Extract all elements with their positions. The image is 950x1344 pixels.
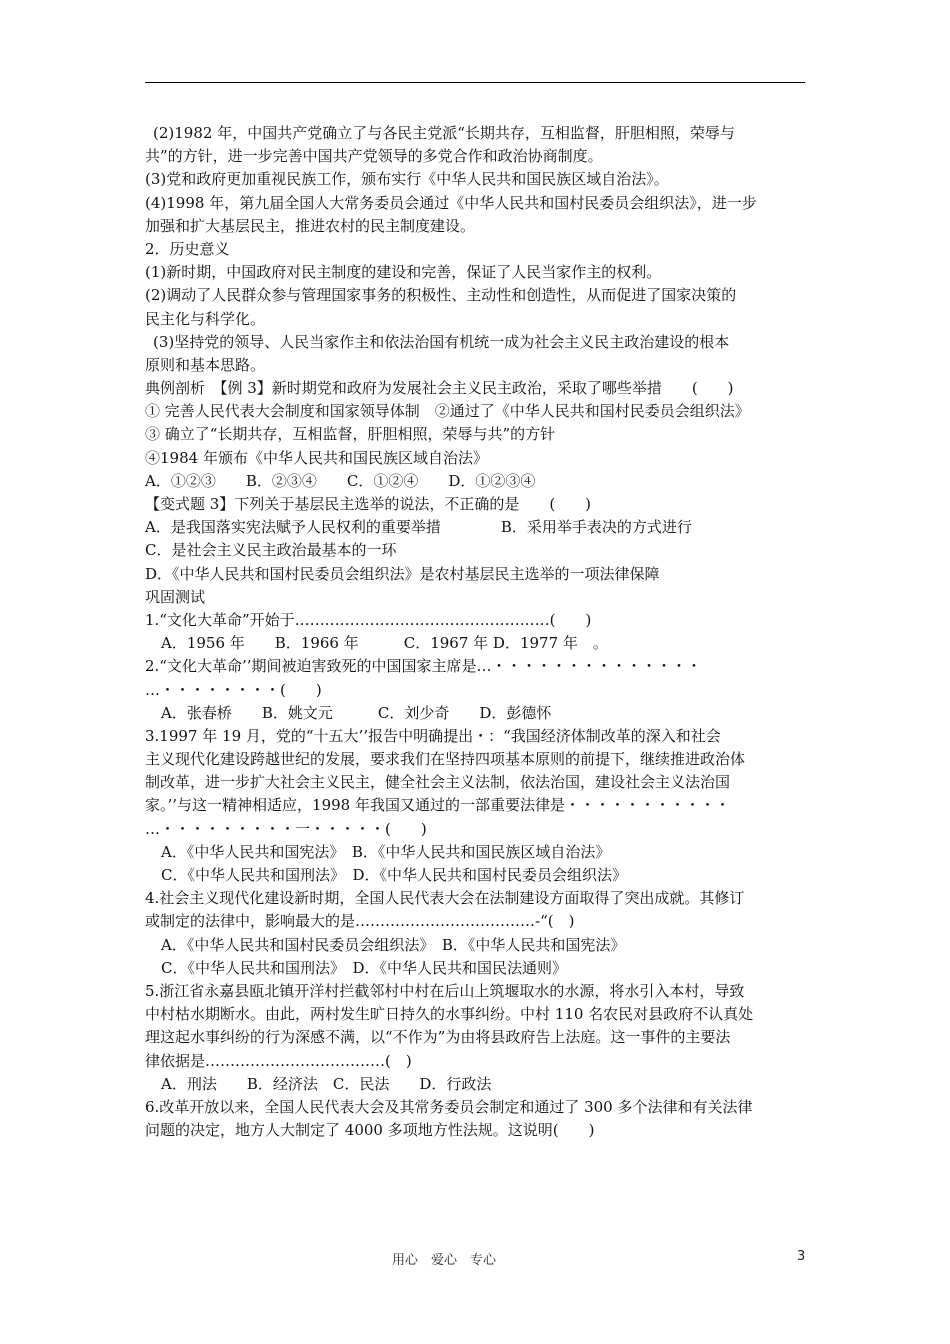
text-line: (2)1982 年，中国共产党确立了与各民主党派“长期共存，互相监督，肝胆相照，荣辱与 bbox=[153, 124, 735, 142]
text-line: 制改革，进一步扩大社会主义民主，健全社会主义法制，依法治国，建设社会主义法治国 bbox=[145, 773, 731, 792]
text-line: (4)1998 年，第九届全国人大常务委员会通过《中华人民共和国村民委员会组织法》，进一步 bbox=[145, 193, 757, 212]
text-line: 共”的方针，进一步完善中国共产党领导的多党合作和政治协商制度。 bbox=[145, 147, 603, 166]
text-line: A．是我国落实宪法赋予人民权利的重要举措 B．采用举手表决的方式进行 bbox=[145, 518, 692, 537]
text-line: 5.浙江省永嘉县瓯北镇开洋村拦截邻村中村在后山上筑堰取水的水源，将水引入本村，导致 bbox=[145, 981, 745, 1000]
text-line: 中村枯水期断水。由此，两村发生旷日持久的水事纠纷。中村 110 名农民对县政府不认真处 bbox=[145, 1005, 754, 1024]
text-line: 4.社会主义现代化建设新时期，全国人民代表大会在法制建设方面取得了突出成就。其修订 bbox=[145, 889, 745, 908]
text-line: 典例剖析 【例 3】新时期党和政府为发展社会主义民主政治，采取了哪些举措 ( ) bbox=[145, 379, 734, 398]
document-body bbox=[145, 122, 810, 1142]
header-rule bbox=[145, 82, 805, 83]
text-line: 1.“文化大革命”开始于……………………………………………( ) bbox=[145, 610, 592, 629]
text-line: …・・・・・・・・・一・・・・・( ) bbox=[145, 819, 427, 838]
text-line: 加强和扩大基层民主，推进农村的民主制度建设。 bbox=[145, 216, 476, 235]
text-line: 6.改革开放以来，全国人民代表大会及其常务委员会制定和通过了 300 多个法律和有关法律 bbox=[145, 1097, 753, 1116]
text-line: (3)党和政府更加重视民族工作，颁布实行《中华人民共和国民族区域自治法》。 bbox=[145, 170, 669, 189]
text-line: 巩固测试 bbox=[145, 587, 206, 606]
text-line: …・・・・・・・・( ) bbox=[145, 680, 322, 699]
text-line: ① 完善人民代表大会制度和国家领导体制 ②通过了《中华人民共和国村民委员会组织法》 bbox=[145, 402, 750, 421]
text-line: A．1956 年 B．1966 年 C．1967 年 D．1977 年 。 bbox=[161, 634, 608, 653]
text-line: 家。’’与这一精神相适应，1998 年我国又通过的一部重要法律是・・・・・・・・・・・ bbox=[145, 796, 730, 815]
text-line: 主义现代化建设跨越世纪的发展，要求我们在坚持四项基本原则的前提下，继续推进政治体 bbox=[145, 750, 746, 769]
text-line: C．是社会主义民主政治最基本的一环 bbox=[145, 541, 397, 560]
text-line: ④1984 年颁布《中华人民共和国民族区域自治法》 bbox=[145, 448, 488, 467]
page-number: 3 bbox=[797, 1249, 806, 1264]
text-line: A．刑法 B．经济法 C．民法 D．行政法 bbox=[161, 1074, 492, 1093]
text-line: 【变式题 3】下列关于基层民主选举的说法，不正确的是 ( ) bbox=[145, 495, 592, 513]
text-line: 律依据是………………………………( ) bbox=[145, 1051, 412, 1070]
text-line: (3)坚持党的领导、人民当家作主和依法治国有机统一成为社会主义民主政治建设的根本 bbox=[153, 332, 730, 351]
text-line: A．《中华人民共和国宪法》 B．《中华人民共和国民族区域自治法》 bbox=[161, 842, 611, 861]
text-line: 民主化与科学化。 bbox=[145, 309, 266, 328]
text-line: D．《中华人民共和国村民委员会组织法》是农村基层民主选举的一项法律保障 bbox=[145, 564, 660, 583]
text-line: 问题的决定，地方人大制定了 4000 多项地方性法规。这说明( ) bbox=[145, 1121, 595, 1140]
text-line: C．《中华人民共和国刑法》 D．《中华人民共和国民法通则》 bbox=[161, 958, 568, 977]
text-line: 理这起水事纠纷的行为深感不满，以“不作为”为由将县政府告上法庭。这一事件的主要法 bbox=[145, 1028, 731, 1047]
text-line: A．《中华人民共和国村民委员会组织法》 B．《中华人民共和国宪法》 bbox=[161, 935, 626, 954]
text-line: (2)调动了人民群众参与管理国家事务的积极性、主动性和创造性，从而促进了国家决策的 bbox=[145, 286, 737, 305]
text-line: 3.1997 年 19 月，党的“十五大’’报告中明确提出・：“我国经济体制改革的深入和社会 bbox=[145, 726, 721, 745]
text-line: C．《中华人民共和国刑法》 D．《中华人民共和国村民委员会组织法》 bbox=[161, 866, 628, 884]
text-line: A．张春桥 B．姚文元 C．刘少奇 D．彭德怀 bbox=[161, 703, 552, 722]
text-line: (1)新时期，中国政府对民主制度的建设和完善，保证了人民当家作主的权利。 bbox=[145, 263, 662, 282]
footer-motto: 用心 爱心 专心 bbox=[392, 1253, 497, 1268]
text-line: 原则和基本思路。 bbox=[145, 355, 266, 374]
text-line: ③ 确立了“长期共存，互相监督，肝胆相照，荣辱与共”的方针 bbox=[145, 425, 556, 444]
text-line: 2.“文化大革命’’期间被迫害致死的中国国家主席是…・・・・・・・・・・・・・・ bbox=[145, 657, 702, 676]
text-line: 2．历史意义 bbox=[145, 239, 230, 258]
text-line: A．①②③ B．②③④ C．①②④ D．①②③④ bbox=[145, 471, 536, 490]
text-line: 或制定的法律中，影响最大的是………………………………-“( ) bbox=[145, 912, 575, 931]
